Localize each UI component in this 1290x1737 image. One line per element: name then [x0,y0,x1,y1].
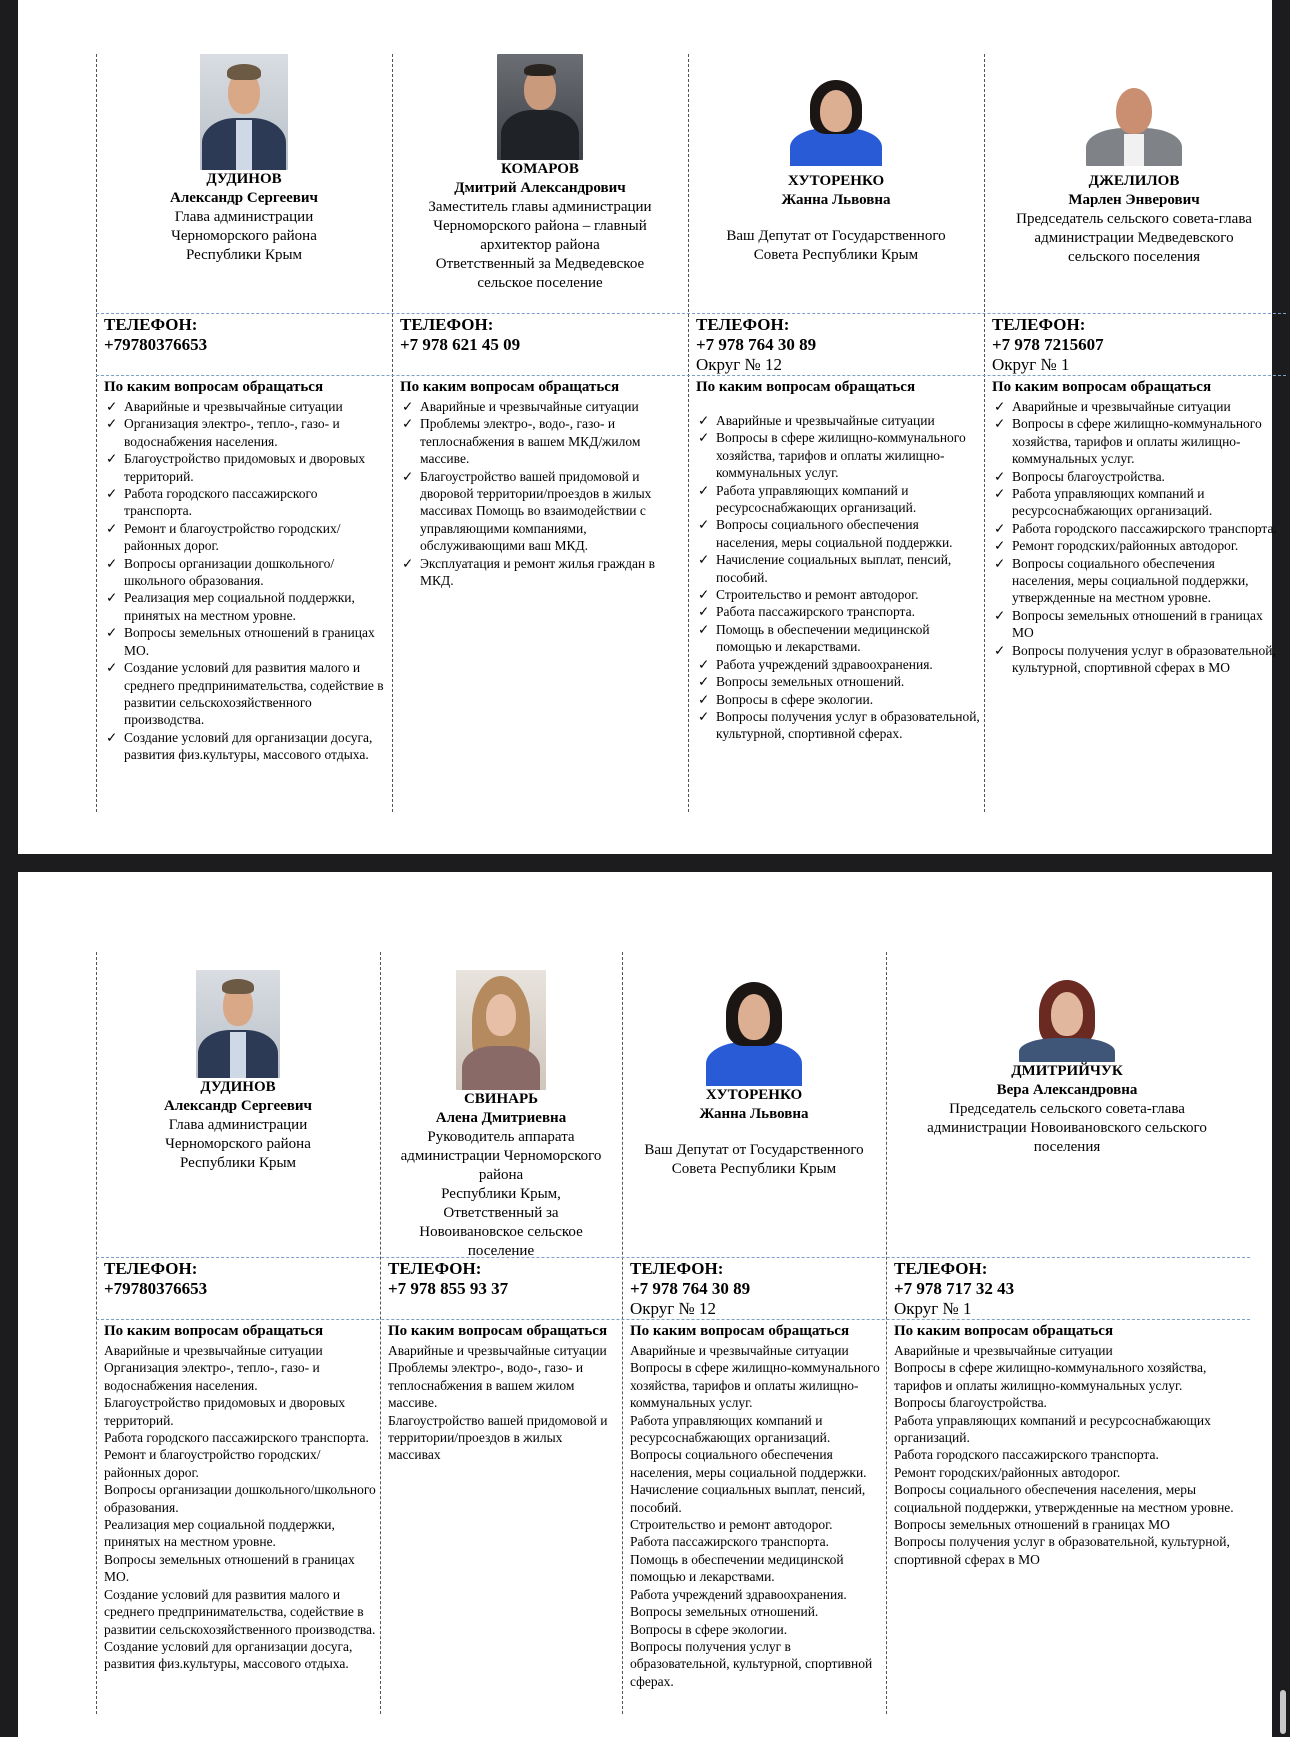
role-line: Черноморского района – главный [433,218,647,234]
surname: ДУДИНОВ [200,1079,276,1095]
given-name: Марлен Энверович [1068,192,1200,208]
topic-item [992,537,1280,554]
topic-text: Работа городского пассажирского транспорта. [104,1430,369,1446]
phone-number[interactable]: +7 978 717 32 43 [894,1279,1015,1298]
topic-text: Вопросы земельных отношений. [716,674,905,690]
checkmark-icon: ✓ [698,587,710,603]
topic-text: Благоустройство придомовых и дворовых территорий. [124,451,366,484]
topic-text: Ремонт и благоустройство городских/районных дорог. [104,1447,321,1480]
role-line: Ваш Депутат от Государственного [726,228,946,244]
checkmark-icon: ✓ [402,416,414,432]
topic-item [104,1446,376,1481]
topic-item [400,415,684,467]
topic-text: Работа пассажирского транспорта. [630,1534,829,1550]
topic-item [104,1551,376,1586]
checkmark-icon: ✓ [698,691,710,707]
topic-item [104,624,388,659]
topic-text: Аварийные и чрезвычайные ситуации [894,1343,1113,1358]
phone-block [400,315,684,355]
role-line: Республики Крым [185,247,303,263]
topic-text: Вопросы в сфере экологии. [716,691,874,707]
phone-block [388,1259,618,1299]
topic-item [696,673,980,690]
phone-label: ТЕЛЕФОН: [104,1259,198,1278]
checkmark-icon: ✓ [106,625,118,641]
role-line: Председатель сельского совета-глава [1016,211,1252,227]
role-line: поселения [1033,1139,1101,1155]
card-header [392,54,688,293]
topic-text: Вопросы получения услуг в образовательной, культурной, спортивной сферах в МО [1012,642,1276,676]
role-line: Председатель сельского совета-глава [949,1101,1185,1117]
checkmark-icon: ✓ [698,552,710,568]
topic-text: Строительство и ремонт автодорог. [716,587,919,603]
topic-item [630,1412,882,1447]
surname: ДЖЕЛИЛОВ [1088,173,1180,189]
topic-text: Работа управляющих компаний и ресурсоснабжающих организаций. [894,1412,1211,1446]
given-name: Алена Дмитриевна [435,1110,567,1126]
topic-text: Работа управляющих компаний и ресурсоснабжающих организаций. [1012,486,1213,519]
topics-list [894,1342,1244,1568]
card-header [688,78,984,265]
checkmark-icon: ✓ [106,590,118,606]
phone-block [696,315,980,375]
checkmark-icon: ✓ [106,486,118,502]
topic-text: Работа учреждений здравоохранения. [630,1586,847,1602]
topic-item [894,1533,1244,1568]
checkmark-icon: ✓ [402,399,414,414]
topic-text: Вопросы в сфере жилищно-коммунального хозяйства, тарифов и оплаты жилищно-коммунальных услуг. [630,1360,880,1411]
role-line: архитектор района [480,237,600,253]
role-line: Заместитель главы администрации [428,199,652,215]
checkmark-icon: ✓ [698,708,710,724]
topic-item [696,412,980,429]
topic-text: Аварийные и чрезвычайные ситуации [420,399,639,414]
role-line: Глава администрации [168,1117,308,1133]
topic-text: Проблемы электро-, водо-, газо- и теплоснабжения в вашем МКД/жилом массиве. [420,416,641,467]
phone-label: ТЕЛЕФОН: [400,315,494,334]
role-line: Ответственный за Медведевское [435,256,645,272]
topic-item [696,516,980,551]
topics-list [388,1342,618,1464]
topic-item [696,429,980,481]
phone-label: ТЕЛЕФОН: [696,315,790,334]
portrait-photo [200,54,288,170]
role-line: Черноморского района [171,228,317,244]
topic-item [104,659,388,729]
topics-heading: По каким вопросам обращаться [696,379,916,395]
checkmark-icon: ✓ [106,660,118,676]
phone-label: ТЕЛЕФОН: [992,315,1086,334]
topics-list [992,398,1280,677]
role-line: Республики Крым [179,1155,297,1171]
topic-text: Вопросы в сфере жилищно-коммунального хозяйства, тарифов и оплаты жилищно-коммунальных услуг. [1012,416,1262,467]
topic-item [992,642,1280,677]
topic-text: Благоустройство придомовых и дворовых территорий. [104,1395,346,1428]
topic-item [696,656,980,673]
topic-item [104,1429,376,1446]
checkmark-icon: ✓ [994,399,1006,414]
topic-item [104,1342,376,1359]
topic-item [992,485,1280,520]
topic-text: Работа управляющих компаний и ресурсоснабжающих организаций. [716,482,917,516]
checkmark-icon: ✓ [994,642,1006,658]
role-line: района [478,1167,524,1183]
topics-list [630,1342,882,1690]
topic-text: Строительство и ремонт автодорог. [630,1517,833,1533]
phone-block [992,315,1280,375]
topic-item [104,1359,376,1394]
topic-text: Ремонт и благоустройство городских/районных дорог. [124,520,341,554]
checkmark-icon: ✓ [698,656,710,672]
topic-item [894,1412,1244,1447]
topic-text: Аварийные и чрезвычайные ситуации [388,1343,607,1358]
topic-item [104,1516,376,1551]
portrait-photo [704,976,804,1086]
card-header [380,970,622,1261]
given-name: Жанна Львовна [781,192,891,208]
topic-item [630,1533,882,1550]
checkmark-icon: ✓ [106,451,118,467]
topic-text: Вопросы социального обеспечения населения, меры социальной поддержки, утвержденные на местном уровне. [894,1482,1234,1515]
role-line: поселение [467,1243,535,1259]
topic-text: Вопросы организации дошкольного/школьного образования. [124,555,335,589]
topic-item [104,485,388,520]
topics-heading: По каким вопросам обращаться [894,1323,1114,1339]
topic-item [696,603,980,620]
topic-item [696,621,980,656]
topic-text: Работа управляющих компаний и ресурсоснабжающих организаций. [630,1412,831,1446]
phone-block [630,1259,882,1319]
topic-item [630,1516,882,1533]
topic-item [104,1481,376,1516]
topic-text: Ремонт городских/районных автодорог. [894,1464,1121,1480]
topic-item [400,398,684,415]
checkmark-icon: ✓ [106,729,118,745]
checkmark-icon: ✓ [106,555,118,571]
phone-number[interactable]: +7 978 7215607 [992,335,1104,354]
role-line: Глава администрации [174,209,314,225]
portrait-photo [1086,82,1182,166]
topic-text: Организация электро-, тепло-, газо- и водоснабжения населения. [124,416,340,449]
contact-card [984,54,1284,812]
topics-list [696,412,980,743]
topics-heading: По каким вопросам обращаться [388,1323,608,1339]
given-name: Александр Сергеевич [164,1098,312,1114]
contact-card [392,54,688,812]
topic-item [104,729,388,764]
topic-text: Реализация мер социальной поддержки, принятых на местном уровне. [104,1517,335,1550]
card-header [984,82,1284,267]
topic-text: Вопросы земельных отношений в границах МО [894,1517,1170,1533]
checkmark-icon: ✓ [698,517,710,533]
checkmark-icon: ✓ [994,468,1006,484]
topics-block [894,1322,1244,1568]
topic-text: Создание условий для развития малого и среднего предпринимательства, содействие в развитии сельскохозяйственного производства. [124,660,384,728]
topic-text: Вопросы организации дошкольного/школьного образования. [104,1482,376,1515]
topic-text: Работа городского пассажирского транспорта. [124,486,318,519]
role-line: Совета Республики Крым [753,247,919,263]
topic-text: Аварийные и чрезвычайные ситуации [1012,399,1231,414]
contact-card [688,54,984,812]
role-line: Руководитель аппарата [427,1129,575,1145]
topics-list [400,398,684,589]
topic-item [630,1638,882,1690]
card-header [96,54,392,265]
topics-block [992,378,1280,677]
checkmark-icon: ✓ [698,674,710,690]
portrait-photo [1019,976,1115,1062]
contact-card [96,54,392,812]
document-page-1 [18,0,1277,854]
given-name: Александр Сергеевич [170,190,318,206]
checkmark-icon: ✓ [994,538,1006,554]
role-line: Черноморского района [165,1136,311,1152]
checkmark-icon: ✓ [106,520,118,536]
topics-block [104,1322,376,1673]
topic-item [894,1446,1244,1463]
topic-text: Благоустройство вашей придомовой и территории/проездов в жилых массивах [388,1412,608,1463]
surname: КОМАРОВ [501,161,579,177]
checkmark-icon: ✓ [698,413,710,428]
contact-card [886,952,1248,1714]
topic-text: Начисление социальных выплат, пенсий, пособий. [716,552,952,585]
topic-text: Реализация мер социальной поддержки, принятых на местном уровне. [124,590,355,623]
topic-item [400,468,684,555]
topic-text: Создание условий для развития малого и среднего предпринимательства, содействие в развитии сельскохозяйственного производства. [104,1586,376,1637]
topic-text: Вопросы в сфере экологии. [630,1621,788,1637]
topic-item [630,1621,882,1638]
topics-block [388,1322,618,1464]
topic-item [894,1342,1244,1359]
topic-item [696,551,980,586]
role-line: Республики Крым, [441,1186,561,1202]
surname: ХУТОРЕНКО [705,1087,803,1103]
topic-text: Работа городского пассажирского транспорта. [1012,520,1277,536]
role-line: Новоивановское сельское [419,1224,583,1240]
scrollbar-thumb[interactable] [1280,1690,1286,1734]
topic-text: Вопросы получения услуг в образовательной, культурной, спортивной сферах в МО [894,1534,1230,1567]
contacts-table [96,952,1250,1714]
role-line: администрации Новоивановского сельского [927,1120,1207,1136]
topic-item [894,1394,1244,1411]
topic-item [104,1586,376,1638]
topic-text: Вопросы социального обеспечения населения, меры социальной поддержки. [716,517,953,550]
phone-label: ТЕЛЕФОН: [630,1259,724,1278]
topic-item [104,450,388,485]
phone-number[interactable]: +7 978 764 30 89 [696,335,817,354]
role-line: администрации Медведевского [1034,230,1234,246]
topic-item [992,398,1280,415]
topics-block [104,378,388,764]
topic-text: Вопросы земельных отношений в границах МО [1012,607,1263,641]
okrug-label: Округ № 12 [696,355,783,374]
phone-number[interactable]: +7 978 621 45 09 [400,335,521,354]
role-line: Совета Республики Крым [671,1161,837,1177]
topic-item [104,398,388,415]
topics-heading: По каким вопросам обращаться [104,1323,324,1339]
topic-text: Проблемы электро-, водо-, газо- и теплоснабжения в вашем жилом массиве. [388,1360,584,1411]
given-name: Жанна Львовна [699,1106,809,1122]
phone-label: ТЕЛЕФОН: [894,1259,988,1278]
topics-block [400,378,684,589]
topic-item [388,1359,618,1411]
phone-number[interactable]: +7 978 855 93 37 [388,1279,509,1298]
topic-text: Вопросы земельных отношений в границах МО. [124,625,375,658]
topic-item [630,1603,882,1620]
topic-item [104,1638,376,1673]
topic-text: Создание условий для организации досуга, развития физ.культуры, массового отдыха. [104,1638,353,1672]
topic-text: Вопросы в сфере жилищно-коммунального хозяйства, тарифов и оплаты жилищно-коммунальных услуг. [716,430,966,481]
checkmark-icon: ✓ [698,430,710,446]
topics-block [696,378,980,743]
surname: ДМИТРИЙЧУК [1011,1063,1123,1079]
topic-item [894,1359,1244,1394]
topic-item [104,589,388,624]
topic-text: Вопросы благоустройства. [1012,468,1165,484]
role-line: сельского поселения [1067,249,1201,265]
topic-item [992,415,1280,467]
topic-item [696,586,980,603]
topic-text: Аварийные и чрезвычайные ситуации [630,1343,849,1358]
topics-heading: По каким вопросам обращаться [992,379,1212,395]
topic-text: Вопросы социального обеспечения населения, меры социальной поддержки, утвержденные на местном уровне. [1012,555,1249,606]
topic-item [992,555,1280,607]
topic-text: Вопросы земельных отношений в границах МО. [104,1551,355,1585]
topic-item [104,1394,376,1429]
topics-block [630,1322,882,1690]
topic-item [388,1412,618,1464]
portrait-photo [456,970,546,1090]
checkmark-icon: ✓ [698,621,710,637]
topic-item [894,1481,1244,1516]
topic-text: Начисление социальных выплат, пенсий, пособий. [630,1482,866,1515]
topic-item [894,1516,1244,1533]
topic-item [630,1446,882,1481]
checkmark-icon: ✓ [402,468,414,484]
topic-text: Аварийные и чрезвычайные ситуации [124,399,343,414]
topic-text: Вопросы благоустройства. [894,1395,1047,1411]
checkmark-icon: ✓ [994,520,1006,536]
topics-list [104,398,388,764]
checkmark-icon: ✓ [994,486,1006,502]
topic-item [992,520,1280,537]
given-name: Вера Александровна [996,1082,1138,1098]
phone-block [894,1259,1244,1319]
phone-number[interactable]: +79780376653 [104,1279,208,1298]
role-line: Ваш Депутат от Государственного [644,1142,864,1158]
topic-text: Работа учреждений здравоохранения. [716,656,933,672]
topic-item [992,607,1280,642]
contact-card [380,952,622,1714]
topic-item [696,482,980,517]
topic-item [696,691,980,708]
topics-list [104,1342,376,1673]
topic-item [992,468,1280,485]
role-line: Ответственный за [443,1205,559,1221]
surname: ХУТОРЕНКО [787,173,885,189]
topics-heading: По каким вопросам обращаться [630,1323,850,1339]
phone-label: ТЕЛЕФОН: [104,315,198,334]
topic-item [388,1342,618,1359]
checkmark-icon: ✓ [698,482,710,498]
topic-text: Вопросы социального обеспечения населения, меры социальной поддержки. [630,1447,867,1480]
role-line: администрации Черноморского [400,1148,602,1164]
topic-text: Работа городского пассажирского транспорта. [894,1447,1159,1463]
topic-text: Помощь в обеспечении медицинской помощью и лекарствами. [630,1551,844,1585]
surname: ДУДИНОВ [206,171,282,187]
checkmark-icon: ✓ [994,607,1006,623]
checkmark-icon: ✓ [994,555,1006,571]
checkmark-icon: ✓ [106,399,118,414]
topic-item [104,555,388,590]
topics-heading: По каким вопросам обращаться [104,379,324,395]
checkmark-icon: ✓ [994,416,1006,432]
checkmark-icon: ✓ [402,555,414,571]
topic-item [696,708,980,743]
topic-item [630,1551,882,1586]
phone-number[interactable]: +7 978 764 30 89 [630,1279,751,1298]
topic-text: Вопросы получения услуг в образовательной, культурной, спортивной сферах. [716,708,980,742]
portrait-photo [786,78,886,166]
topic-text: Работа пассажирского транспорта. [716,604,915,620]
topic-text: Аварийные и чрезвычайные ситуации [104,1343,323,1358]
contact-card [622,952,886,1714]
phone-block [104,315,388,355]
contacts-table [96,54,1286,812]
phone-block [104,1259,376,1299]
topic-item [104,520,388,555]
checkmark-icon: ✓ [106,416,118,432]
okrug-label: Округ № 12 [630,1299,717,1318]
topic-text: Эксплуатация и ремонт жилья граждан в МКД. [420,555,655,589]
topic-text: Создание условий для организации досуга, развития физ.культуры, массового отдыха. [124,729,373,763]
topic-item [630,1359,882,1411]
role-line: сельское поселение [477,275,603,291]
card-header [622,976,886,1179]
topic-text: Благоустройство вашей придомовой и дворовой территории/проездов в жилых массивах Помощь во взаимодействии с управляющими компаниями, обслуживающими ваш МКД. [420,468,652,554]
topic-text: Вопросы получения услуг в образовательной, культурной, спортивной сферах. [630,1638,873,1689]
topic-item [630,1481,882,1516]
checkmark-icon: ✓ [698,604,710,620]
phone-number[interactable]: +79780376653 [104,335,208,354]
portrait-photo [497,54,583,160]
topic-text: Вопросы земельных отношений. [630,1604,819,1620]
document-page-2 [18,872,1272,1737]
card-header [96,970,380,1173]
contact-card [96,952,380,1714]
topic-item [400,555,684,590]
topic-text: Помощь в обеспечении медицинской помощью и лекарствами. [716,621,930,655]
okrug-label: Округ № 1 [894,1299,972,1318]
topic-text: Ремонт городских/районных автодорог. [1012,538,1239,554]
topic-item [104,415,388,450]
okrug-label: Округ № 1 [992,355,1070,374]
topic-item [630,1586,882,1603]
phone-label: ТЕЛЕФОН: [388,1259,482,1278]
topic-text: Аварийные и чрезвычайные ситуации [716,413,935,428]
topic-item [630,1342,882,1359]
surname: СВИНАРЬ [463,1091,539,1107]
topics-heading: По каким вопросам обращаться [400,379,620,395]
card-header [886,976,1248,1157]
portrait-photo [196,970,280,1078]
topic-text: Вопросы в сфере жилищно-коммунального хозяйства, тарифов и оплаты жилищно-коммунальных услуг. [894,1360,1207,1393]
topic-text: Организация электро-, тепло-, газо- и водоснабжения населения. [104,1360,320,1393]
topic-item [894,1464,1244,1481]
given-name: Дмитрий Александрович [454,180,626,196]
